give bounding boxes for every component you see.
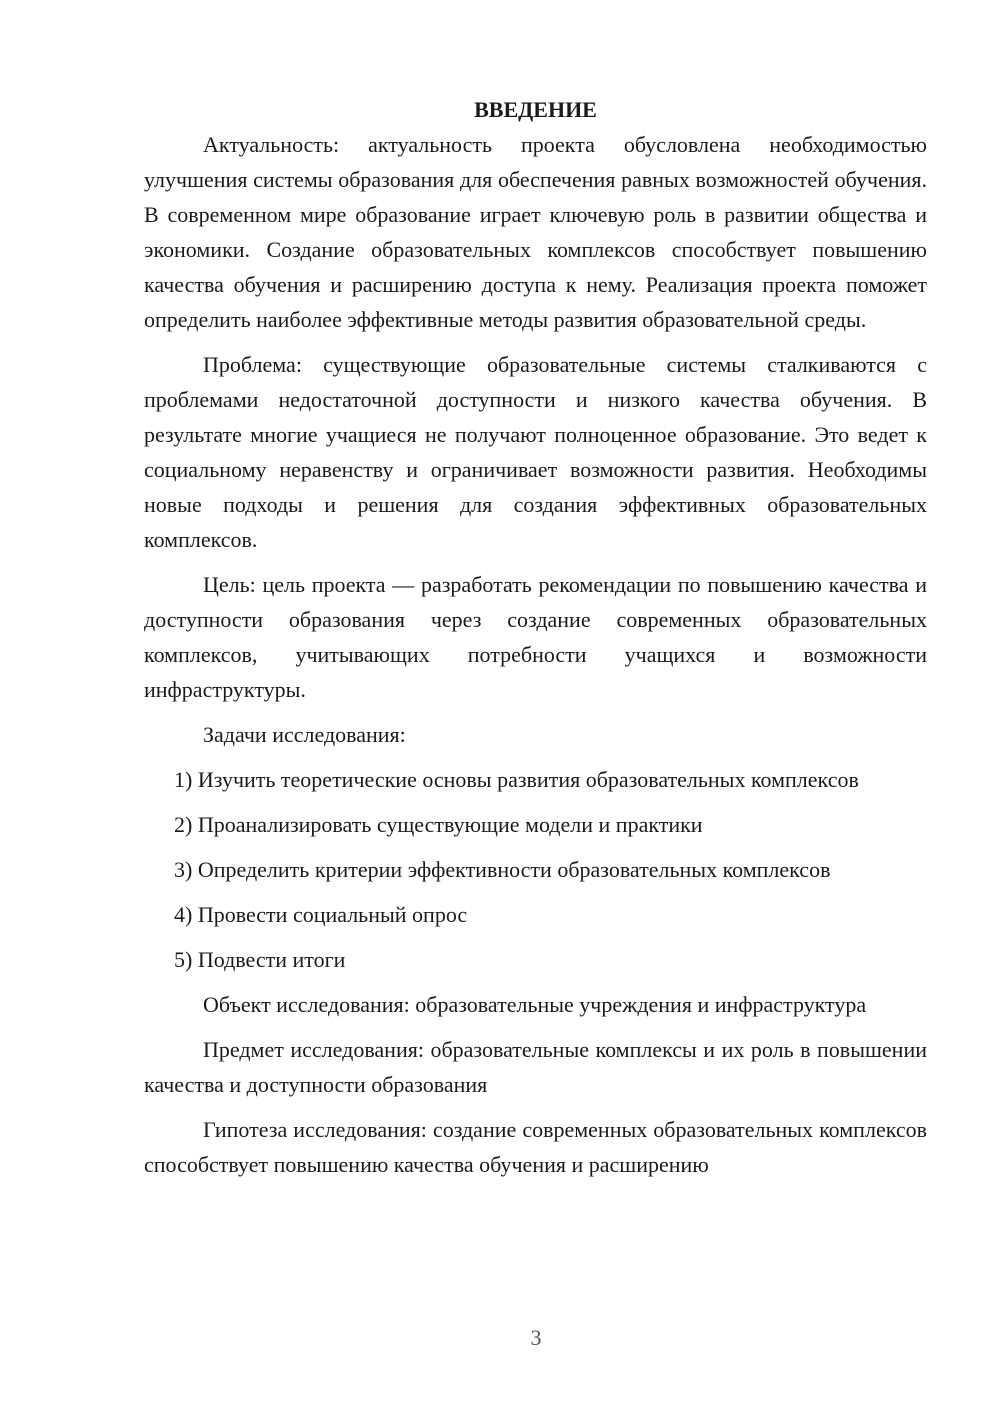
paragraph-problem: Проблема: существующие образовательные системы сталкиваются с проблемами недостаточной доступности и низкого качества обучения. В результате многие учащиеся не получают полноценное образование. Это ведет к социальному неравенству и ограничивает возможности развития. Необходимы новые подходы и решения для создания эффективных образовательных комплексов. (144, 352, 927, 552)
section-title: ВВЕДЕНИЕ (474, 97, 597, 122)
paragraph-object: Объект исследования: образовательные учреждения и инфраструктура (203, 992, 867, 1017)
paragraph-goal: Цель: цель проекта — разработать рекомендации по повышению качества и доступности образования через создание современных образовательных комплексов, учитывающих потребности учащихся и возможности инфраструктуры. (144, 572, 927, 702)
tasks-heading: Задачи исследования: (203, 722, 406, 747)
task-item-3: 3) Определить критерии эффективности образовательных комплексов (174, 857, 831, 882)
page-number: 3 (530, 1325, 542, 1350)
task-item-1: 1) Изучить теоретические основы развития образовательных комплексов (174, 767, 859, 792)
task-item-5: 5) Подвести итоги (174, 947, 346, 972)
paragraph-subject: Предмет исследования: образовательные комплексы и их роль в повышении качества и доступности образования (144, 1037, 927, 1097)
paragraph-relevance: Актуальность: актуальность проекта обусловлена необходимостью улучшения системы образования для обеспечения равных возможностей обучения. В современном мире образование играет ключевую роль в развитии общества и экономики. Создание образовательных комплексов способствует повышению качества обучения и расширению доступа к нему. Реализация проекта поможет определить наиболее эффективные методы развития образовательной среды. (144, 132, 927, 332)
paragraph-hypothesis: Гипотеза исследования: создание современных образовательных комплексов способствует повышению качества обучения и расширению (144, 1117, 927, 1177)
task-item-4: 4) Провести социальный опрос (174, 902, 468, 927)
task-item-2: 2) Проанализировать существующие модели и практики (174, 812, 703, 837)
document-page (144, 92, 927, 1182)
